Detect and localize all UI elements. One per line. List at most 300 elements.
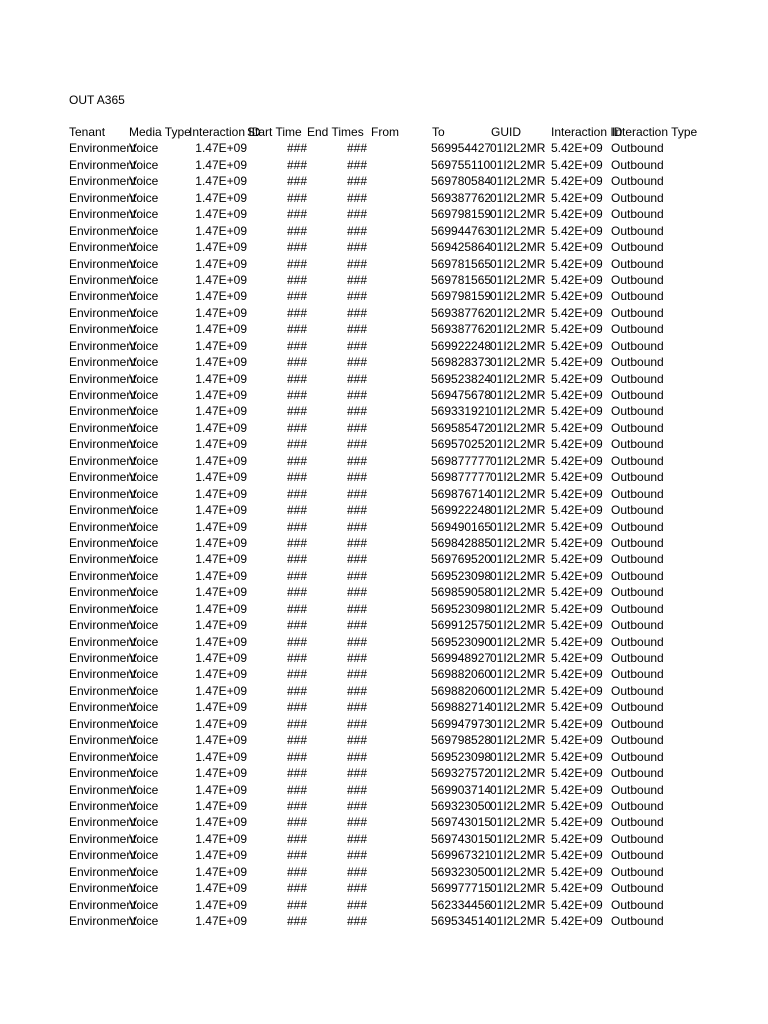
cell-interaction-id-2[interactable]: 5.42E+09 bbox=[551, 289, 603, 304]
cell-start-time[interactable]: ### bbox=[286, 618, 307, 633]
cell-guid[interactable]: 01I2L2MR bbox=[490, 683, 546, 698]
cell-media-type[interactable]: Voice bbox=[129, 519, 159, 534]
cell-media-type[interactable]: Voice bbox=[129, 223, 159, 238]
cell-interaction-id[interactable]: 1.47E+09 bbox=[195, 207, 247, 222]
header-tenant[interactable]: Tenant bbox=[69, 125, 106, 139]
cell-end-time[interactable]: ### bbox=[346, 141, 367, 156]
cell-interaction-id[interactable]: 1.47E+09 bbox=[195, 585, 247, 600]
cell-interaction-id[interactable]: 1.47E+09 bbox=[195, 174, 247, 189]
cell-start-time[interactable]: ### bbox=[286, 585, 307, 600]
cell-to[interactable]: 569781565 bbox=[431, 256, 492, 271]
header-guid[interactable]: GUID bbox=[491, 125, 521, 139]
cell-interaction-type[interactable]: Outbound bbox=[611, 453, 664, 468]
cell-interaction-type[interactable]: Outbound bbox=[611, 535, 664, 550]
cell-to[interactable]: 569977715 bbox=[431, 881, 492, 896]
cell-media-type[interactable]: Voice bbox=[129, 470, 159, 485]
cell-start-time[interactable]: ### bbox=[286, 355, 307, 370]
cell-interaction-type[interactable]: Outbound bbox=[611, 552, 664, 567]
cell-media-type[interactable]: Voice bbox=[129, 848, 159, 863]
cell-end-time[interactable]: ### bbox=[346, 470, 367, 485]
cell-interaction-type[interactable]: Outbound bbox=[611, 470, 664, 485]
cell-media-type[interactable]: Voice bbox=[129, 535, 159, 550]
cell-interaction-type[interactable]: Outbound bbox=[611, 404, 664, 419]
cell-interaction-type[interactable]: Outbound bbox=[611, 141, 664, 156]
cell-guid[interactable]: 01I2L2MR bbox=[490, 749, 546, 764]
cell-end-time[interactable]: ### bbox=[346, 190, 367, 205]
cell-interaction-id-2[interactable]: 5.42E+09 bbox=[551, 305, 603, 320]
cell-guid[interactable]: 01I2L2MR bbox=[490, 305, 546, 320]
cell-interaction-id-2[interactable]: 5.42E+09 bbox=[551, 651, 603, 665]
cell-to[interactable]: 569769520 bbox=[431, 552, 492, 567]
cell-guid[interactable]: 01I2L2MR bbox=[490, 831, 546, 846]
cell-guid[interactable]: 01I2L2MR bbox=[490, 881, 546, 896]
header-interaction-id-2[interactable]: Interaction ID bbox=[551, 125, 623, 139]
cell-guid[interactable]: 01I2L2MR bbox=[490, 798, 546, 813]
cell-interaction-type[interactable]: Outbound bbox=[611, 355, 664, 370]
cell-guid[interactable]: 01I2L2MR bbox=[490, 667, 546, 682]
cell-end-time[interactable]: ### bbox=[346, 585, 367, 600]
cell-interaction-type[interactable]: Outbound bbox=[611, 864, 664, 879]
cell-interaction-type[interactable]: Outbound bbox=[611, 798, 664, 813]
cell-to[interactable]: 569523098 bbox=[431, 601, 492, 616]
cell-to[interactable]: 569967321 bbox=[431, 848, 492, 863]
cell-start-time[interactable]: ### bbox=[286, 749, 307, 764]
cell-interaction-id-2[interactable]: 5.42E+09 bbox=[551, 486, 603, 501]
cell-tenant[interactable]: Environment bbox=[69, 256, 137, 271]
cell-tenant[interactable]: Environment bbox=[69, 453, 137, 468]
cell-end-time[interactable]: ### bbox=[346, 897, 367, 912]
cell-media-type[interactable]: Voice bbox=[129, 289, 159, 304]
cell-to[interactable]: 569387762 bbox=[431, 305, 492, 320]
cell-tenant[interactable]: Environment bbox=[69, 503, 137, 518]
cell-interaction-id[interactable]: 1.47E+09 bbox=[195, 552, 247, 567]
cell-interaction-id-2[interactable]: 5.42E+09 bbox=[551, 634, 603, 649]
cell-interaction-id-2[interactable]: 5.42E+09 bbox=[551, 519, 603, 534]
cell-interaction-type[interactable]: Outbound bbox=[611, 618, 664, 633]
cell-end-time[interactable]: ### bbox=[346, 864, 367, 879]
cell-interaction-id[interactable]: 1.47E+09 bbox=[195, 190, 247, 205]
cell-interaction-id-2[interactable]: 5.42E+09 bbox=[551, 141, 603, 156]
cell-interaction-type[interactable]: Outbound bbox=[611, 388, 664, 402]
cell-interaction-id[interactable]: 1.47E+09 bbox=[195, 782, 247, 797]
cell-interaction-id[interactable]: 1.47E+09 bbox=[195, 831, 247, 846]
cell-tenant[interactable]: Environment bbox=[69, 815, 137, 830]
cell-start-time[interactable]: ### bbox=[286, 272, 307, 287]
cell-end-time[interactable]: ### bbox=[346, 289, 367, 304]
cell-end-time[interactable]: ### bbox=[346, 601, 367, 616]
cell-tenant[interactable]: Environment bbox=[69, 437, 137, 452]
cell-tenant[interactable]: Environment bbox=[69, 914, 137, 928]
cell-start-time[interactable]: ### bbox=[286, 766, 307, 781]
cell-tenant[interactable]: Environment bbox=[69, 700, 137, 715]
cell-interaction-type[interactable]: Outbound bbox=[611, 503, 664, 518]
cell-end-time[interactable]: ### bbox=[346, 503, 367, 518]
cell-media-type[interactable]: Voice bbox=[129, 371, 159, 386]
cell-interaction-id[interactable]: 1.47E+09 bbox=[195, 470, 247, 485]
cell-start-time[interactable]: ### bbox=[286, 519, 307, 534]
cell-guid[interactable]: 01I2L2MR bbox=[490, 420, 546, 435]
cell-interaction-type[interactable]: Outbound bbox=[611, 486, 664, 501]
cell-interaction-id-2[interactable]: 5.42E+09 bbox=[551, 683, 603, 698]
cell-interaction-type[interactable]: Outbound bbox=[611, 585, 664, 600]
cell-start-time[interactable]: ### bbox=[286, 240, 307, 255]
cell-interaction-id[interactable]: 1.47E+09 bbox=[195, 503, 247, 518]
cell-tenant[interactable]: Environment bbox=[69, 864, 137, 879]
cell-end-time[interactable]: ### bbox=[346, 174, 367, 189]
cell-tenant[interactable]: Environment bbox=[69, 601, 137, 616]
cell-interaction-type[interactable]: Outbound bbox=[611, 437, 664, 452]
cell-guid[interactable]: 01I2L2MR bbox=[490, 618, 546, 633]
cell-media-type[interactable]: Voice bbox=[129, 157, 159, 172]
cell-interaction-id-2[interactable]: 5.42E+09 bbox=[551, 700, 603, 715]
cell-start-time[interactable]: ### bbox=[286, 486, 307, 501]
cell-interaction-id-2[interactable]: 5.42E+09 bbox=[551, 848, 603, 863]
cell-tenant[interactable]: Environment bbox=[69, 782, 137, 797]
cell-to[interactable]: 569882714 bbox=[431, 700, 492, 715]
cell-guid[interactable]: 01I2L2MR bbox=[490, 272, 546, 287]
cell-interaction-id[interactable]: 1.47E+09 bbox=[195, 322, 247, 337]
cell-to[interactable]: 569570252 bbox=[431, 437, 492, 452]
cell-start-time[interactable]: ### bbox=[286, 651, 307, 665]
cell-interaction-type[interactable]: Outbound bbox=[611, 568, 664, 583]
cell-interaction-id-2[interactable]: 5.42E+09 bbox=[551, 881, 603, 896]
cell-tenant[interactable]: Environment bbox=[69, 223, 137, 238]
cell-guid[interactable]: 01I2L2MR bbox=[490, 733, 546, 748]
cell-interaction-id[interactable]: 1.47E+09 bbox=[195, 634, 247, 649]
cell-guid[interactable]: 01I2L2MR bbox=[490, 190, 546, 205]
cell-tenant[interactable]: Environment bbox=[69, 190, 137, 205]
cell-interaction-id-2[interactable]: 5.42E+09 bbox=[551, 897, 603, 912]
cell-guid[interactable]: 01I2L2MR bbox=[490, 240, 546, 255]
cell-media-type[interactable]: Voice bbox=[129, 733, 159, 748]
cell-interaction-id-2[interactable]: 5.42E+09 bbox=[551, 618, 603, 633]
cell-interaction-type[interactable]: Outbound bbox=[611, 207, 664, 222]
cell-interaction-type[interactable]: Outbound bbox=[611, 749, 664, 764]
cell-interaction-id[interactable]: 1.47E+09 bbox=[195, 486, 247, 501]
cell-interaction-id-2[interactable]: 5.42E+09 bbox=[551, 174, 603, 189]
cell-to[interactable]: 569327572 bbox=[431, 766, 492, 781]
cell-guid[interactable]: 01I2L2MR bbox=[490, 388, 546, 402]
cell-start-time[interactable]: ### bbox=[286, 700, 307, 715]
cell-interaction-id-2[interactable]: 5.42E+09 bbox=[551, 404, 603, 419]
cell-interaction-id[interactable]: 1.47E+09 bbox=[195, 420, 247, 435]
cell-tenant[interactable]: Environment bbox=[69, 404, 137, 419]
cell-interaction-id[interactable]: 1.47E+09 bbox=[195, 157, 247, 172]
cell-media-type[interactable]: Voice bbox=[129, 174, 159, 189]
cell-media-type[interactable]: Voice bbox=[129, 782, 159, 797]
cell-media-type[interactable]: Voice bbox=[129, 272, 159, 287]
cell-to[interactable]: 569798159 bbox=[431, 207, 492, 222]
cell-end-time[interactable]: ### bbox=[346, 651, 367, 665]
cell-interaction-id[interactable]: 1.47E+09 bbox=[195, 223, 247, 238]
cell-media-type[interactable]: Voice bbox=[129, 914, 159, 928]
cell-interaction-id-2[interactable]: 5.42E+09 bbox=[551, 535, 603, 550]
cell-start-time[interactable]: ### bbox=[286, 914, 307, 928]
cell-end-time[interactable]: ### bbox=[346, 848, 367, 863]
cell-start-time[interactable]: ### bbox=[286, 388, 307, 402]
cell-interaction-id-2[interactable]: 5.42E+09 bbox=[551, 716, 603, 731]
cell-interaction-id-2[interactable]: 5.42E+09 bbox=[551, 470, 603, 485]
cell-guid[interactable]: 01I2L2MR bbox=[490, 700, 546, 715]
cell-to[interactable]: 569781565 bbox=[431, 272, 492, 287]
cell-end-time[interactable]: ### bbox=[346, 240, 367, 255]
cell-end-time[interactable]: ### bbox=[346, 256, 367, 271]
cell-interaction-id[interactable]: 1.47E+09 bbox=[195, 272, 247, 287]
cell-interaction-type[interactable]: Outbound bbox=[611, 881, 664, 896]
cell-media-type[interactable]: Voice bbox=[129, 141, 159, 156]
cell-interaction-type[interactable]: Outbound bbox=[611, 782, 664, 797]
cell-end-time[interactable]: ### bbox=[346, 716, 367, 731]
cell-tenant[interactable]: Environment bbox=[69, 355, 137, 370]
cell-start-time[interactable]: ### bbox=[286, 667, 307, 682]
header-start-time[interactable]: Start Time bbox=[247, 125, 302, 139]
cell-start-time[interactable]: ### bbox=[286, 190, 307, 205]
cell-interaction-id-2[interactable]: 5.42E+09 bbox=[551, 420, 603, 435]
cell-media-type[interactable]: Voice bbox=[129, 568, 159, 583]
cell-end-time[interactable]: ### bbox=[346, 453, 367, 468]
cell-tenant[interactable]: Environment bbox=[69, 798, 137, 813]
cell-interaction-id[interactable]: 1.47E+09 bbox=[195, 897, 247, 912]
cell-to[interactable]: 569523098 bbox=[431, 749, 492, 764]
cell-tenant[interactable]: Environment bbox=[69, 486, 137, 501]
cell-interaction-id-2[interactable]: 5.42E+09 bbox=[551, 568, 603, 583]
cell-tenant[interactable]: Environment bbox=[69, 157, 137, 172]
cell-interaction-id[interactable]: 1.47E+09 bbox=[195, 601, 247, 616]
cell-guid[interactable]: 01I2L2MR bbox=[490, 322, 546, 337]
cell-interaction-id[interactable]: 1.47E+09 bbox=[195, 716, 247, 731]
cell-interaction-type[interactable]: Outbound bbox=[611, 240, 664, 255]
cell-tenant[interactable]: Environment bbox=[69, 848, 137, 863]
cell-end-time[interactable]: ### bbox=[346, 700, 367, 715]
cell-start-time[interactable]: ### bbox=[286, 338, 307, 353]
cell-tenant[interactable]: Environment bbox=[69, 305, 137, 320]
cell-end-time[interactable]: ### bbox=[346, 815, 367, 830]
cell-interaction-id[interactable]: 1.47E+09 bbox=[195, 667, 247, 682]
cell-interaction-type[interactable]: Outbound bbox=[611, 305, 664, 320]
cell-start-time[interactable]: ### bbox=[286, 716, 307, 731]
cell-end-time[interactable]: ### bbox=[346, 207, 367, 222]
cell-media-type[interactable]: Voice bbox=[129, 420, 159, 435]
cell-to[interactable]: 569523824 bbox=[431, 371, 492, 386]
cell-guid[interactable]: 01I2L2MR bbox=[490, 371, 546, 386]
cell-start-time[interactable]: ### bbox=[286, 552, 307, 567]
cell-media-type[interactable]: Voice bbox=[129, 552, 159, 567]
header-to[interactable]: To bbox=[432, 125, 445, 139]
cell-guid[interactable]: 01I2L2MR bbox=[490, 207, 546, 222]
cell-to[interactable]: 569948927 bbox=[431, 651, 492, 665]
cell-to[interactable]: 569876714 bbox=[431, 486, 492, 501]
cell-media-type[interactable]: Voice bbox=[129, 897, 159, 912]
cell-start-time[interactable]: ### bbox=[286, 420, 307, 435]
cell-tenant[interactable]: Environment bbox=[69, 716, 137, 731]
cell-to[interactable]: 569903714 bbox=[431, 782, 492, 797]
cell-guid[interactable]: 01I2L2MR bbox=[490, 289, 546, 304]
cell-interaction-type[interactable]: Outbound bbox=[611, 651, 664, 665]
cell-tenant[interactable]: Environment bbox=[69, 881, 137, 896]
cell-interaction-id-2[interactable]: 5.42E+09 bbox=[551, 766, 603, 781]
cell-guid[interactable]: 01I2L2MR bbox=[490, 568, 546, 583]
cell-interaction-type[interactable]: Outbound bbox=[611, 371, 664, 386]
cell-start-time[interactable]: ### bbox=[286, 470, 307, 485]
cell-to[interactable]: 569755110 bbox=[431, 157, 491, 172]
cell-interaction-id[interactable]: 1.47E+09 bbox=[195, 618, 247, 633]
cell-end-time[interactable]: ### bbox=[346, 749, 367, 764]
cell-interaction-id-2[interactable]: 5.42E+09 bbox=[551, 157, 603, 172]
cell-interaction-id-2[interactable]: 5.42E+09 bbox=[551, 552, 603, 567]
cell-to[interactable]: 569425864 bbox=[431, 240, 492, 255]
cell-media-type[interactable]: Voice bbox=[129, 766, 159, 781]
cell-media-type[interactable]: Voice bbox=[129, 256, 159, 271]
cell-to[interactable]: 569534514 bbox=[431, 914, 492, 928]
cell-interaction-id-2[interactable]: 5.42E+09 bbox=[551, 782, 603, 797]
cell-interaction-type[interactable]: Outbound bbox=[611, 815, 664, 830]
cell-to[interactable]: 569882060 bbox=[431, 683, 492, 698]
cell-to[interactable]: 569798159 bbox=[431, 289, 492, 304]
cell-interaction-id[interactable]: 1.47E+09 bbox=[195, 256, 247, 271]
cell-interaction-id-2[interactable]: 5.42E+09 bbox=[551, 240, 603, 255]
cell-guid[interactable]: 01I2L2MR bbox=[490, 174, 546, 189]
cell-start-time[interactable]: ### bbox=[286, 289, 307, 304]
cell-start-time[interactable]: ### bbox=[286, 207, 307, 222]
cell-start-time[interactable]: ### bbox=[286, 503, 307, 518]
cell-to[interactable]: 569331921 bbox=[431, 404, 492, 419]
cell-interaction-id[interactable]: 1.47E+09 bbox=[195, 519, 247, 534]
cell-interaction-type[interactable]: Outbound bbox=[611, 256, 664, 271]
cell-interaction-type[interactable]: Outbound bbox=[611, 667, 664, 682]
cell-end-time[interactable]: ### bbox=[346, 437, 367, 452]
cell-interaction-id-2[interactable]: 5.42E+09 bbox=[551, 322, 603, 337]
cell-interaction-id[interactable]: 1.47E+09 bbox=[195, 355, 247, 370]
cell-guid[interactable]: 01I2L2MR bbox=[490, 519, 546, 534]
cell-tenant[interactable]: Environment bbox=[69, 683, 137, 698]
cell-interaction-type[interactable]: Outbound bbox=[611, 601, 664, 616]
cell-interaction-id[interactable]: 1.47E+09 bbox=[195, 848, 247, 863]
cell-guid[interactable]: 01I2L2MR bbox=[490, 437, 546, 452]
cell-guid[interactable]: 01I2L2MR bbox=[490, 338, 546, 353]
cell-to[interactable]: 569798528 bbox=[431, 733, 492, 748]
cell-end-time[interactable]: ### bbox=[346, 519, 367, 534]
cell-interaction-type[interactable]: Outbound bbox=[611, 174, 664, 189]
cell-interaction-id-2[interactable]: 5.42E+09 bbox=[551, 388, 603, 402]
cell-interaction-id-2[interactable]: 5.42E+09 bbox=[551, 190, 603, 205]
cell-interaction-id-2[interactable]: 5.42E+09 bbox=[551, 601, 603, 616]
cell-guid[interactable]: 01I2L2MR bbox=[490, 256, 546, 271]
cell-guid[interactable]: 01I2L2MR bbox=[490, 404, 546, 419]
cell-to[interactable]: 569323050 bbox=[431, 798, 492, 813]
cell-interaction-id-2[interactable]: 5.42E+09 bbox=[551, 914, 603, 928]
cell-tenant[interactable]: Environment bbox=[69, 831, 137, 846]
cell-interaction-type[interactable]: Outbound bbox=[611, 766, 664, 781]
cell-guid[interactable]: 01I2L2MR bbox=[490, 355, 546, 370]
cell-guid[interactable]: 01I2L2MR bbox=[490, 141, 546, 156]
cell-start-time[interactable]: ### bbox=[286, 683, 307, 698]
cell-interaction-id-2[interactable]: 5.42E+09 bbox=[551, 585, 603, 600]
cell-interaction-type[interactable]: Outbound bbox=[611, 848, 664, 863]
cell-interaction-id-2[interactable]: 5.42E+09 bbox=[551, 371, 603, 386]
cell-end-time[interactable]: ### bbox=[346, 798, 367, 813]
cell-end-time[interactable]: ### bbox=[346, 683, 367, 698]
cell-guid[interactable]: 01I2L2MR bbox=[490, 585, 546, 600]
cell-interaction-id[interactable]: 1.47E+09 bbox=[195, 881, 247, 896]
cell-media-type[interactable]: Voice bbox=[129, 749, 159, 764]
cell-to[interactable]: 569780584 bbox=[431, 174, 492, 189]
cell-media-type[interactable]: Voice bbox=[129, 388, 159, 402]
cell-tenant[interactable]: Environment bbox=[69, 585, 137, 600]
cell-end-time[interactable]: ### bbox=[346, 272, 367, 287]
cell-interaction-id-2[interactable]: 5.42E+09 bbox=[551, 355, 603, 370]
cell-interaction-id[interactable]: 1.47E+09 bbox=[195, 700, 247, 715]
cell-guid[interactable]: 01I2L2MR bbox=[490, 864, 546, 879]
cell-start-time[interactable]: ### bbox=[286, 223, 307, 238]
cell-tenant[interactable]: Environment bbox=[69, 897, 137, 912]
cell-start-time[interactable]: ### bbox=[286, 157, 307, 172]
cell-media-type[interactable]: Voice bbox=[129, 881, 159, 896]
cell-interaction-id[interactable]: 1.47E+09 bbox=[195, 338, 247, 353]
cell-tenant[interactable]: Environment bbox=[69, 651, 137, 665]
cell-interaction-id[interactable]: 1.47E+09 bbox=[195, 305, 247, 320]
cell-media-type[interactable]: Voice bbox=[129, 618, 159, 633]
cell-interaction-id-2[interactable]: 5.42E+09 bbox=[551, 256, 603, 271]
cell-end-time[interactable]: ### bbox=[346, 486, 367, 501]
cell-to[interactable]: 569882060 bbox=[431, 667, 492, 682]
cell-interaction-id[interactable]: 1.47E+09 bbox=[195, 733, 247, 748]
cell-interaction-type[interactable]: Outbound bbox=[611, 716, 664, 731]
cell-interaction-type[interactable]: Outbound bbox=[611, 338, 664, 353]
cell-tenant[interactable]: Environment bbox=[69, 207, 137, 222]
cell-start-time[interactable]: ### bbox=[286, 601, 307, 616]
cell-end-time[interactable]: ### bbox=[346, 420, 367, 435]
cell-interaction-type[interactable]: Outbound bbox=[611, 420, 664, 435]
cell-guid[interactable]: 01I2L2MR bbox=[490, 897, 546, 912]
cell-end-time[interactable]: ### bbox=[346, 388, 367, 402]
cell-end-time[interactable]: ### bbox=[346, 322, 367, 337]
cell-interaction-type[interactable]: Outbound bbox=[611, 157, 664, 172]
cell-end-time[interactable]: ### bbox=[346, 881, 367, 896]
cell-interaction-type[interactable]: Outbound bbox=[611, 831, 664, 846]
cell-tenant[interactable]: Environment bbox=[69, 535, 137, 550]
cell-to[interactable]: 569387762 bbox=[431, 190, 492, 205]
cell-interaction-id-2[interactable]: 5.42E+09 bbox=[551, 798, 603, 813]
cell-start-time[interactable]: ### bbox=[286, 864, 307, 879]
cell-guid[interactable]: 01I2L2MR bbox=[490, 453, 546, 468]
cell-to[interactable]: 569828373 bbox=[431, 355, 492, 370]
header-media-type[interactable]: Media Type bbox=[129, 125, 191, 139]
cell-end-time[interactable]: ### bbox=[346, 766, 367, 781]
cell-start-time[interactable]: ### bbox=[286, 305, 307, 320]
cell-interaction-id-2[interactable]: 5.42E+09 bbox=[551, 733, 603, 748]
cell-media-type[interactable]: Voice bbox=[129, 207, 159, 222]
cell-interaction-id-2[interactable]: 5.42E+09 bbox=[551, 831, 603, 846]
cell-guid[interactable]: 01I2L2MR bbox=[490, 651, 546, 665]
cell-media-type[interactable]: Voice bbox=[129, 716, 159, 731]
cell-to[interactable]: 569743015 bbox=[431, 815, 492, 830]
cell-interaction-id-2[interactable]: 5.42E+09 bbox=[551, 453, 603, 468]
cell-tenant[interactable]: Environment bbox=[69, 733, 137, 748]
cell-end-time[interactable]: ### bbox=[346, 338, 367, 353]
cell-media-type[interactable]: Voice bbox=[129, 404, 159, 419]
cell-interaction-id-2[interactable]: 5.42E+09 bbox=[551, 667, 603, 682]
cell-guid[interactable]: 01I2L2MR bbox=[490, 914, 546, 928]
cell-media-type[interactable]: Voice bbox=[129, 503, 159, 518]
cell-interaction-type[interactable]: Outbound bbox=[611, 272, 664, 287]
cell-to[interactable]: 569877777 bbox=[431, 470, 492, 485]
cell-media-type[interactable]: Voice bbox=[129, 190, 159, 205]
cell-to[interactable]: 569947973 bbox=[431, 716, 492, 731]
cell-interaction-type[interactable]: Outbound bbox=[611, 914, 664, 928]
cell-media-type[interactable]: Voice bbox=[129, 601, 159, 616]
cell-interaction-type[interactable]: Outbound bbox=[611, 223, 664, 238]
cell-to[interactable]: 569490165 bbox=[431, 519, 492, 534]
